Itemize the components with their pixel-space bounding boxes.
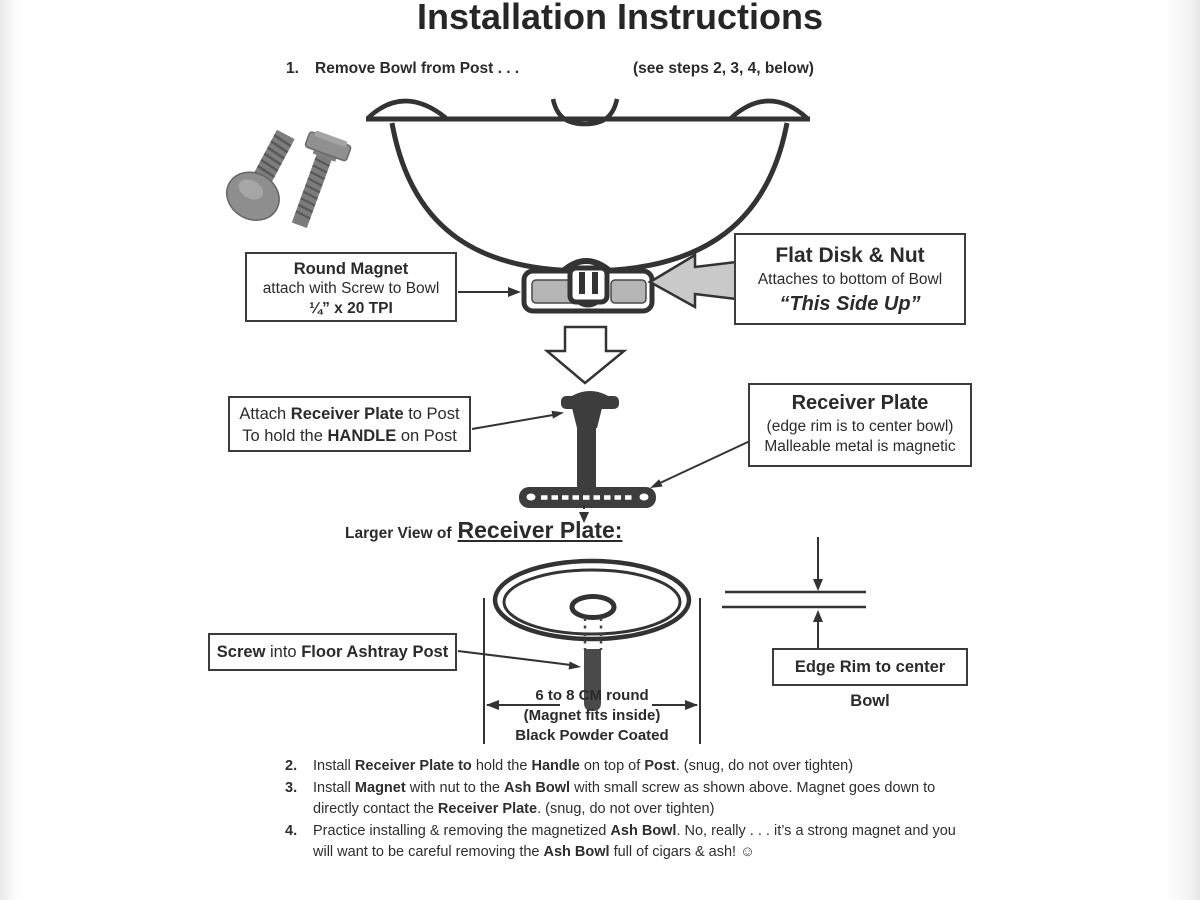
callout-screw-into-post: Screw into Floor Ashtray Post (208, 633, 457, 671)
dimension-line1: 6 to 8 CM round (535, 687, 649, 704)
disk-center-hole (572, 597, 614, 618)
step-1-text: Remove Bowl from Post . . . (315, 60, 520, 77)
callout-receiver-line3: Malleable metal is magnetic (764, 438, 956, 455)
callout-round-magnet (245, 252, 457, 322)
larger-view-prefix: Larger View of (345, 525, 452, 542)
step-4-text: Practice installing & removing the magnetized Ash Bowl. No, really . . . it’s a strong magnet and you will want to be careful removing the Ash Bowl full of cigars & ash! ☺ (313, 822, 956, 860)
callout-attach-line2: To hold the HANDLE on Post (242, 427, 457, 445)
step-2-text: Install Receiver Plate to hold the Handle on top of Post. (snug, do not over tighten) (313, 758, 854, 774)
receiver-connector-arrow (650, 441, 750, 488)
step-4: 4. Practice installing & removing the magnetized Ash Bowl. No, really . . . it’s a strong magnet and you will want to be careful removing the Ash Bowl full of cigars & ash! ☺ (285, 821, 985, 864)
edge-rim-dimension-lines (722, 537, 866, 648)
post-screw-diagram (561, 391, 619, 488)
step-1-note: (see steps 2, 3, 4, below) (633, 60, 814, 77)
down-arrow-icon (547, 327, 624, 383)
callout-attach-receiver-plate (228, 396, 471, 452)
page-title: Installation Instructions (416, 0, 824, 37)
step-2: 2. Install Receiver Plate to hold the Handle on top of Post. (snug, do not over tighten) (285, 756, 985, 778)
callout-round-magnet-line3: ¼” x 20 TPI (309, 300, 393, 317)
numbered-steps (285, 756, 985, 864)
callout-round-magnet-line2: attach with Screw to Bowl (262, 280, 440, 297)
bowl-left-ear (368, 101, 446, 118)
callout-round-magnet-line1: Round Magnet (293, 260, 409, 278)
bowl-right-ear (731, 101, 807, 118)
disk-dimension-label (482, 686, 702, 746)
step-3-text: Install Magnet with nut to the Ash Bowl with small screw as shown above. Magnet goes down to directly contact the Receiver Plate. (snug, do not over tighten) (313, 779, 936, 817)
callout-attach-line1: Attach Receiver Plate to Post (239, 405, 460, 423)
step-3: 3. Install Magnet with nut to the Ash Bowl with small screw as shown above. Magnet goes down to directly contact the Receiver Plate. (snug, do not over tighten) (285, 778, 985, 821)
callout-flat-disk-line1: Flat Disk & Nut (775, 244, 925, 267)
bowl-body (392, 123, 787, 271)
callout-flat-disk-line2: Attaches to bottom of Bowl (757, 271, 943, 288)
callout-receiver-plate (748, 383, 972, 467)
callout-flat-disk-line3: “This Side Up” (779, 293, 921, 315)
attach-connector-arrow (472, 411, 564, 429)
screws-photo (218, 122, 352, 233)
callout-receiver-line2: (edge rim is to center bowl) (766, 418, 954, 435)
callout-receiver-line1: Receiver Plate (791, 392, 929, 414)
dimension-line2: (Magnet fits inside) (523, 707, 661, 724)
screw-into-connector-arrow (458, 651, 581, 670)
magnet-assembly-diagram (524, 261, 652, 311)
larger-view-label (345, 517, 622, 544)
round-magnet-connector-arrow (458, 287, 521, 297)
callout-flat-disk-nut (734, 233, 966, 325)
dimension-line3: Black Powder Coated (515, 727, 669, 744)
receiver-plate-edge-diagram (519, 487, 656, 508)
callout-edge-rim: Edge Rim to center Bowl (772, 648, 968, 686)
larger-view-title: Receiver Plate: (457, 517, 623, 543)
step-1-number: 1. (286, 60, 299, 77)
